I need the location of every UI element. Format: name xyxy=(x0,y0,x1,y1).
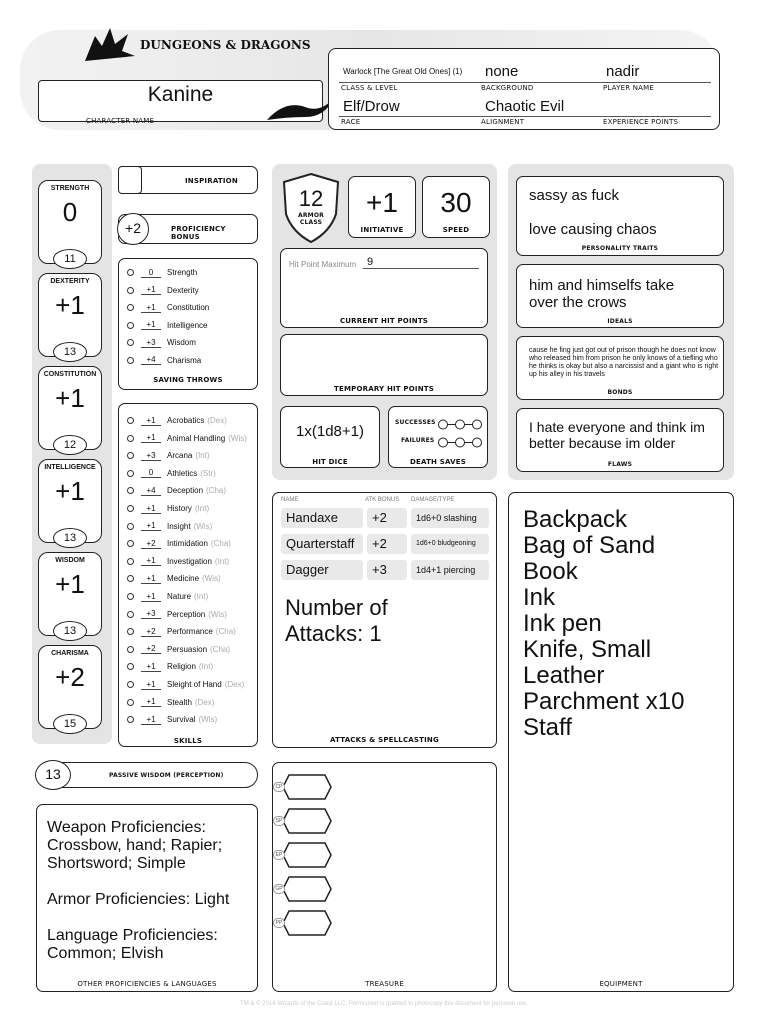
skill-row xyxy=(127,482,226,499)
skill-row xyxy=(127,500,209,517)
skill-value[interactable]: +2 xyxy=(141,627,161,637)
coin-box[interactable] xyxy=(275,841,333,869)
ideals-label: IDEALS xyxy=(607,318,633,325)
ability-score[interactable]: 13 xyxy=(53,621,87,641)
ability-1 xyxy=(38,273,102,357)
saving-throw-value[interactable]: 0 xyxy=(141,268,161,278)
background-value[interactable]: none xyxy=(485,63,519,80)
class-level-value[interactable]: Warlock [The Great Old Ones] (1) xyxy=(343,67,463,76)
saving-throw-value[interactable]: +1 xyxy=(141,285,161,295)
attack-col-name: NAME xyxy=(281,497,299,503)
failure-checkboxes[interactable] xyxy=(437,435,483,446)
flaws-label: FLAWS xyxy=(607,461,633,468)
skill-attribute: (Wis) xyxy=(193,521,213,531)
skill-row xyxy=(127,606,227,623)
saving-throw-row xyxy=(127,334,196,351)
coin-label: EP xyxy=(273,850,285,860)
banner-tail-icon xyxy=(265,95,335,125)
proficiency-checkbox[interactable] xyxy=(127,593,134,600)
inspiration-label: INSPIRATION xyxy=(185,177,238,185)
skill-value[interactable]: +3 xyxy=(141,609,161,619)
skills-box xyxy=(118,403,258,747)
proficiency-checkbox[interactable] xyxy=(127,417,134,424)
skill-attribute: (Cha) xyxy=(210,644,231,654)
skill-name: Religion xyxy=(167,662,196,672)
saving-throw-row xyxy=(127,282,199,299)
attacks-label: ATTACKS & SPELLCASTING xyxy=(330,736,439,744)
saving-throws-box xyxy=(118,258,258,390)
class-level-label: CLASS & LEVEL xyxy=(341,84,398,92)
temporary-hp-box[interactable] xyxy=(280,334,488,396)
language-proficiencies[interactable]: Language Proficiencies: Common; Elvish xyxy=(47,927,218,962)
proficiency-checkbox[interactable] xyxy=(127,505,134,512)
flaws[interactable]: I hate everyone and think im better because im older xyxy=(529,419,705,451)
attack-damage[interactable]: 1d4+1 piercing xyxy=(411,560,489,580)
skill-row xyxy=(127,570,221,587)
coin-label: SP xyxy=(273,816,285,826)
skill-attribute: (Cha) xyxy=(210,539,231,549)
treasure-label: TREASURE xyxy=(365,980,404,988)
inspiration-box[interactable] xyxy=(118,166,258,194)
skill-name: Athletics xyxy=(167,468,198,478)
skill-attribute: (Dex) xyxy=(207,416,227,425)
ability-0 xyxy=(38,180,102,264)
equipment-item[interactable]: Backpack xyxy=(523,506,628,533)
hp-max-label: Hit Point Maximum xyxy=(289,260,357,269)
skill-value[interactable]: +2 xyxy=(141,539,161,549)
ability-name: CHARISMA xyxy=(51,650,89,657)
skill-attribute: (Dex) xyxy=(194,697,215,707)
skill-attribute: (Cha) xyxy=(206,486,227,496)
ability-modifier[interactable]: +1 xyxy=(55,476,85,506)
skill-attribute: (Int) xyxy=(194,504,210,513)
hp-max-value[interactable]: 9 xyxy=(367,256,374,268)
speed-box xyxy=(422,176,490,238)
initiative-label: INITIATIVE xyxy=(360,226,404,234)
saving-throw-name: Constitution xyxy=(167,303,210,312)
attack-row xyxy=(281,508,491,528)
skill-name: Animal Handling xyxy=(167,433,226,443)
skill-value[interactable]: +1 xyxy=(141,433,161,443)
skill-value[interactable]: +1 xyxy=(141,592,161,602)
character-name-label: CHARACTER NAME xyxy=(86,117,155,125)
attack-row xyxy=(281,560,491,580)
saving-throw-name: Wisdom xyxy=(167,338,196,347)
bonds-label: BONDS xyxy=(607,389,633,396)
dragon-logo-icon xyxy=(80,26,140,66)
proficiency-checkbox[interactable] xyxy=(127,611,134,618)
skill-attribute: (Wis) xyxy=(202,574,221,584)
skill-value[interactable]: +1 xyxy=(141,556,161,566)
skill-value[interactable]: +1 xyxy=(141,662,161,672)
coin-box[interactable] xyxy=(275,807,333,835)
saving-throw-value[interactable]: +1 xyxy=(141,320,161,330)
saving-throws-label: SAVING THROWS xyxy=(153,376,223,384)
proficiency-checkbox[interactable] xyxy=(127,269,134,276)
ability-score[interactable]: 13 xyxy=(53,342,87,362)
saving-throw-row xyxy=(127,299,209,316)
skill-value[interactable]: +1 xyxy=(141,521,161,531)
skill-row xyxy=(127,694,214,711)
skill-row xyxy=(127,447,210,464)
proficiency-checkbox[interactable] xyxy=(127,452,134,459)
hit-dice-box xyxy=(280,406,380,468)
initiative-value[interactable]: +1 xyxy=(366,187,398,218)
attacks-box xyxy=(272,492,497,748)
coin-box[interactable] xyxy=(275,773,333,801)
skill-value[interactable]: 0 xyxy=(141,468,161,478)
skill-attribute: (Wis) xyxy=(208,609,227,619)
armor-class-label: ARMOR CLASS xyxy=(298,212,324,226)
character-info-box xyxy=(328,48,720,130)
ability-modifier[interactable]: +2 xyxy=(55,662,85,692)
skill-row xyxy=(127,553,229,570)
skill-value[interactable]: +2 xyxy=(141,644,161,654)
ideals[interactable]: him and himselfs take over the crows xyxy=(529,277,675,311)
ability-modifier[interactable]: +1 xyxy=(55,383,85,413)
equipment-item[interactable]: Knife, Small xyxy=(523,636,652,663)
skill-name: Acrobatics xyxy=(167,416,205,425)
successes-label: SUCCESSES xyxy=(395,419,436,426)
background-label: BACKGROUND xyxy=(481,84,534,92)
skill-row xyxy=(127,412,227,429)
proficiency-checkbox[interactable] xyxy=(127,287,134,294)
skill-row xyxy=(127,676,244,693)
skill-attribute: (Int) xyxy=(195,451,210,461)
saving-throw-row xyxy=(127,317,207,334)
death-saves-label: DEATH SAVES xyxy=(410,458,466,466)
ability-score[interactable]: 11 xyxy=(53,249,87,269)
speed-label: SPEED xyxy=(442,226,470,234)
proficiency-checkbox[interactable] xyxy=(127,716,134,723)
armor-class-value[interactable]: 12 xyxy=(298,186,324,211)
other-proficiencies-box xyxy=(36,804,258,992)
ability-3 xyxy=(38,459,102,543)
skill-name: Performance xyxy=(167,627,213,637)
skill-name: Arcana xyxy=(167,451,193,461)
skill-value[interactable]: +1 xyxy=(141,504,161,514)
equipment-label: EQUIPMENT xyxy=(599,980,643,988)
xp-label: EXPERIENCE POINTS xyxy=(603,118,679,126)
skill-name: Survival xyxy=(167,715,196,725)
coin-box[interactable] xyxy=(275,909,333,937)
bonds[interactable]: cause he fing just got out of prison though he does not know who released him from prison he only knows of a tiefling who he thinks is okay but also a narcissist and a giant who is right up his alley in his travels xyxy=(529,347,719,378)
saving-throw-name: Dexterity xyxy=(167,285,199,295)
attack-damage[interactable]: 1d6+0 bludgeoning xyxy=(411,534,489,554)
saving-throw-name: Charisma xyxy=(167,355,202,365)
ability-5 xyxy=(38,645,102,729)
proficiency-value[interactable]: +2 xyxy=(117,213,149,245)
ability-2 xyxy=(38,366,102,450)
skill-row xyxy=(127,711,217,728)
personality-traits[interactable]: sassy as fuck love causing chaos xyxy=(529,187,657,238)
weapon-proficiencies[interactable]: Weapon Proficiencies: Crossbow, hand; Rapier; Shortsword; Simple xyxy=(47,819,223,872)
skill-attribute: (Cha) xyxy=(215,627,236,637)
skill-row xyxy=(127,588,208,605)
saving-throw-value[interactable]: +4 xyxy=(141,355,161,365)
ability-modifier[interactable]: 0 xyxy=(62,197,78,227)
skill-value[interactable]: +3 xyxy=(141,451,161,461)
equipment-item[interactable]: Leather xyxy=(523,662,605,689)
equipment-item[interactable]: Parchment x10 xyxy=(523,688,685,715)
attack-row xyxy=(281,534,491,554)
proficiency-checkbox[interactable] xyxy=(127,470,134,477)
skill-name: Deception xyxy=(167,486,204,496)
proficiency-checkbox[interactable] xyxy=(127,357,134,364)
proficiency-checkbox[interactable] xyxy=(127,487,134,494)
skill-row xyxy=(127,623,236,640)
attack-name[interactable]: Quarterstaff xyxy=(281,534,363,554)
skill-name: History xyxy=(167,504,192,513)
failures-label: FAILURES xyxy=(401,437,435,444)
initiative-box xyxy=(348,176,416,238)
proficiency-label: PROFICIENCY BONUS xyxy=(171,225,226,241)
proficiency-checkbox[interactable] xyxy=(127,681,134,688)
attack-bonus[interactable]: +2 xyxy=(367,534,407,554)
player-name-label: PLAYER NAME xyxy=(603,84,655,92)
bonds-box xyxy=(516,336,724,400)
proficiency-checkbox[interactable] xyxy=(127,575,134,582)
saving-throw-value[interactable]: +3 xyxy=(141,338,161,348)
ability-score[interactable]: 13 xyxy=(53,528,87,548)
skill-name: Perception xyxy=(167,609,206,619)
attack-name[interactable]: Handaxe xyxy=(281,508,363,528)
skill-name: Persuasion xyxy=(167,644,208,654)
skill-row xyxy=(127,658,213,675)
skill-attribute: (Str) xyxy=(200,468,216,478)
saving-throw-name: Intelligence xyxy=(167,320,208,330)
skill-name: Insight xyxy=(167,521,191,531)
equipment-box xyxy=(508,492,734,992)
skill-row xyxy=(127,430,247,447)
proficiency-box xyxy=(118,214,258,244)
proficiency-checkbox[interactable] xyxy=(127,304,134,311)
proficiency-checkbox[interactable] xyxy=(127,646,134,653)
success-checkboxes[interactable] xyxy=(437,417,483,428)
ability-4 xyxy=(38,552,102,636)
attacks-note[interactable]: Number of Attacks: 1 xyxy=(285,595,388,646)
skill-row xyxy=(127,535,231,552)
attack-damage[interactable]: 1d6+0 slashing xyxy=(411,508,489,528)
equipment-item[interactable]: Staff xyxy=(523,714,572,741)
skill-row xyxy=(127,465,216,482)
skills-label: SKILLS xyxy=(173,737,203,745)
coin-label: CP xyxy=(273,782,285,792)
ideals-box xyxy=(516,264,724,328)
alignment-label: ALIGNMENT xyxy=(481,118,525,126)
skill-value[interactable]: +1 xyxy=(141,715,161,725)
ability-score[interactable]: 12 xyxy=(53,435,87,455)
skill-name: Intimidation xyxy=(167,539,208,549)
proficiency-checkbox[interactable] xyxy=(127,540,134,547)
ability-modifier[interactable]: +1 xyxy=(55,569,85,599)
coin-box[interactable] xyxy=(275,875,333,903)
proficiency-checkbox[interactable] xyxy=(127,339,134,346)
flaws-box xyxy=(516,408,724,472)
proficiency-checkbox[interactable] xyxy=(127,523,134,530)
skill-attribute: (Dex) xyxy=(224,680,245,689)
skill-value[interactable]: +4 xyxy=(141,486,161,496)
attack-bonus[interactable]: +2 xyxy=(367,508,407,528)
hit-dice-value[interactable]: 1x(1d8+1) xyxy=(296,423,364,440)
skill-attribute: (Int) xyxy=(194,592,209,601)
attack-col-damage: DAMAGE/TYPE xyxy=(411,497,455,503)
skill-attribute: (Wis) xyxy=(198,715,218,725)
skill-name: Nature xyxy=(167,592,192,601)
equipment-item[interactable]: Ink xyxy=(523,584,556,611)
skill-value[interactable]: +1 xyxy=(141,680,161,690)
race-label: RACE xyxy=(341,118,361,126)
passive-wisdom-value[interactable]: 13 xyxy=(35,760,71,790)
personality-label: PERSONALITY TRAITS xyxy=(581,245,659,252)
character-name[interactable]: Kanine xyxy=(147,83,214,106)
attack-col-bonus: ATK BONUS xyxy=(365,497,400,503)
proficiency-checkbox[interactable] xyxy=(127,435,134,442)
proficiency-checkbox[interactable] xyxy=(127,699,134,706)
ability-modifier[interactable]: +1 xyxy=(55,290,85,320)
proficiency-checkbox[interactable] xyxy=(127,322,134,329)
attack-bonus[interactable]: +3 xyxy=(367,560,407,580)
treasure-box xyxy=(272,762,497,992)
proficiency-checkbox[interactable] xyxy=(127,558,134,565)
ability-name: INTELLIGENCE xyxy=(44,464,96,471)
ability-name: CONSTITUTION xyxy=(43,371,97,378)
coin-label: PP xyxy=(273,918,285,928)
skill-value[interactable]: +1 xyxy=(141,697,161,707)
equipment-item[interactable]: Ink pen xyxy=(523,610,602,637)
ability-name: WISDOM xyxy=(55,557,85,564)
personality-box xyxy=(516,176,724,256)
temporary-hp-label: TEMPORARY HIT POINTS xyxy=(334,385,434,393)
player-name-value[interactable]: nadir xyxy=(606,63,640,80)
hit-dice-label: HIT DICE xyxy=(312,458,348,466)
skill-row xyxy=(127,518,212,535)
skill-attribute: (Wis) xyxy=(228,433,247,443)
armor-proficiencies[interactable]: Armor Proficiencies: Light xyxy=(47,891,230,908)
saving-throw-name: Strength xyxy=(167,268,198,277)
skill-attribute: (Int) xyxy=(198,662,214,672)
skill-name: Investigation xyxy=(167,556,212,566)
other-proficiencies-label: OTHER PROFICIENCIES & LANGUAGES xyxy=(77,980,217,988)
ability-name: DEXTERITY xyxy=(50,278,90,285)
saving-throw-row xyxy=(127,352,201,369)
skill-value[interactable]: +1 xyxy=(141,416,161,426)
equipment-item[interactable]: Book xyxy=(523,558,578,585)
passive-wisdom-label: PASSIVE WISDOM (PERCEPTION) xyxy=(109,772,224,779)
skill-name: Stealth xyxy=(167,697,192,707)
current-hp-box[interactable] xyxy=(280,248,488,328)
saving-throw-value[interactable]: +1 xyxy=(141,303,161,313)
proficiency-checkbox[interactable] xyxy=(127,663,134,670)
skill-value[interactable]: +1 xyxy=(141,574,161,584)
ability-score[interactable]: 15 xyxy=(53,714,87,734)
passive-wisdom-box xyxy=(36,762,258,788)
skill-attribute: (Int) xyxy=(214,556,230,566)
armor-class-shield xyxy=(280,172,342,244)
death-saves-box xyxy=(388,406,488,468)
current-hp-label: CURRENT HIT POINTS xyxy=(339,317,429,325)
proficiency-checkbox[interactable] xyxy=(127,628,134,635)
skill-name: Sleight of Hand xyxy=(167,680,222,689)
footer-legal: TM & © 2014 Wizards of the Coast LLC. Permission is granted to photocopy this document for personal use. xyxy=(240,1001,528,1007)
logo-text: DUNGEONS & DRAGONS xyxy=(140,38,311,52)
coin-label: GP xyxy=(273,884,285,894)
saving-throw-row xyxy=(127,264,197,281)
skill-name: Medicine xyxy=(167,574,200,584)
attack-name[interactable]: Dagger xyxy=(281,560,363,580)
speed-value[interactable]: 30 xyxy=(440,187,472,218)
equipment-item[interactable]: Bag of Sand xyxy=(523,532,656,559)
skill-row xyxy=(127,641,230,658)
race-value[interactable]: Elf/Drow xyxy=(343,98,400,115)
ability-name: STRENGTH xyxy=(50,185,90,192)
alignment-value[interactable]: Chaotic Evil xyxy=(485,98,565,115)
